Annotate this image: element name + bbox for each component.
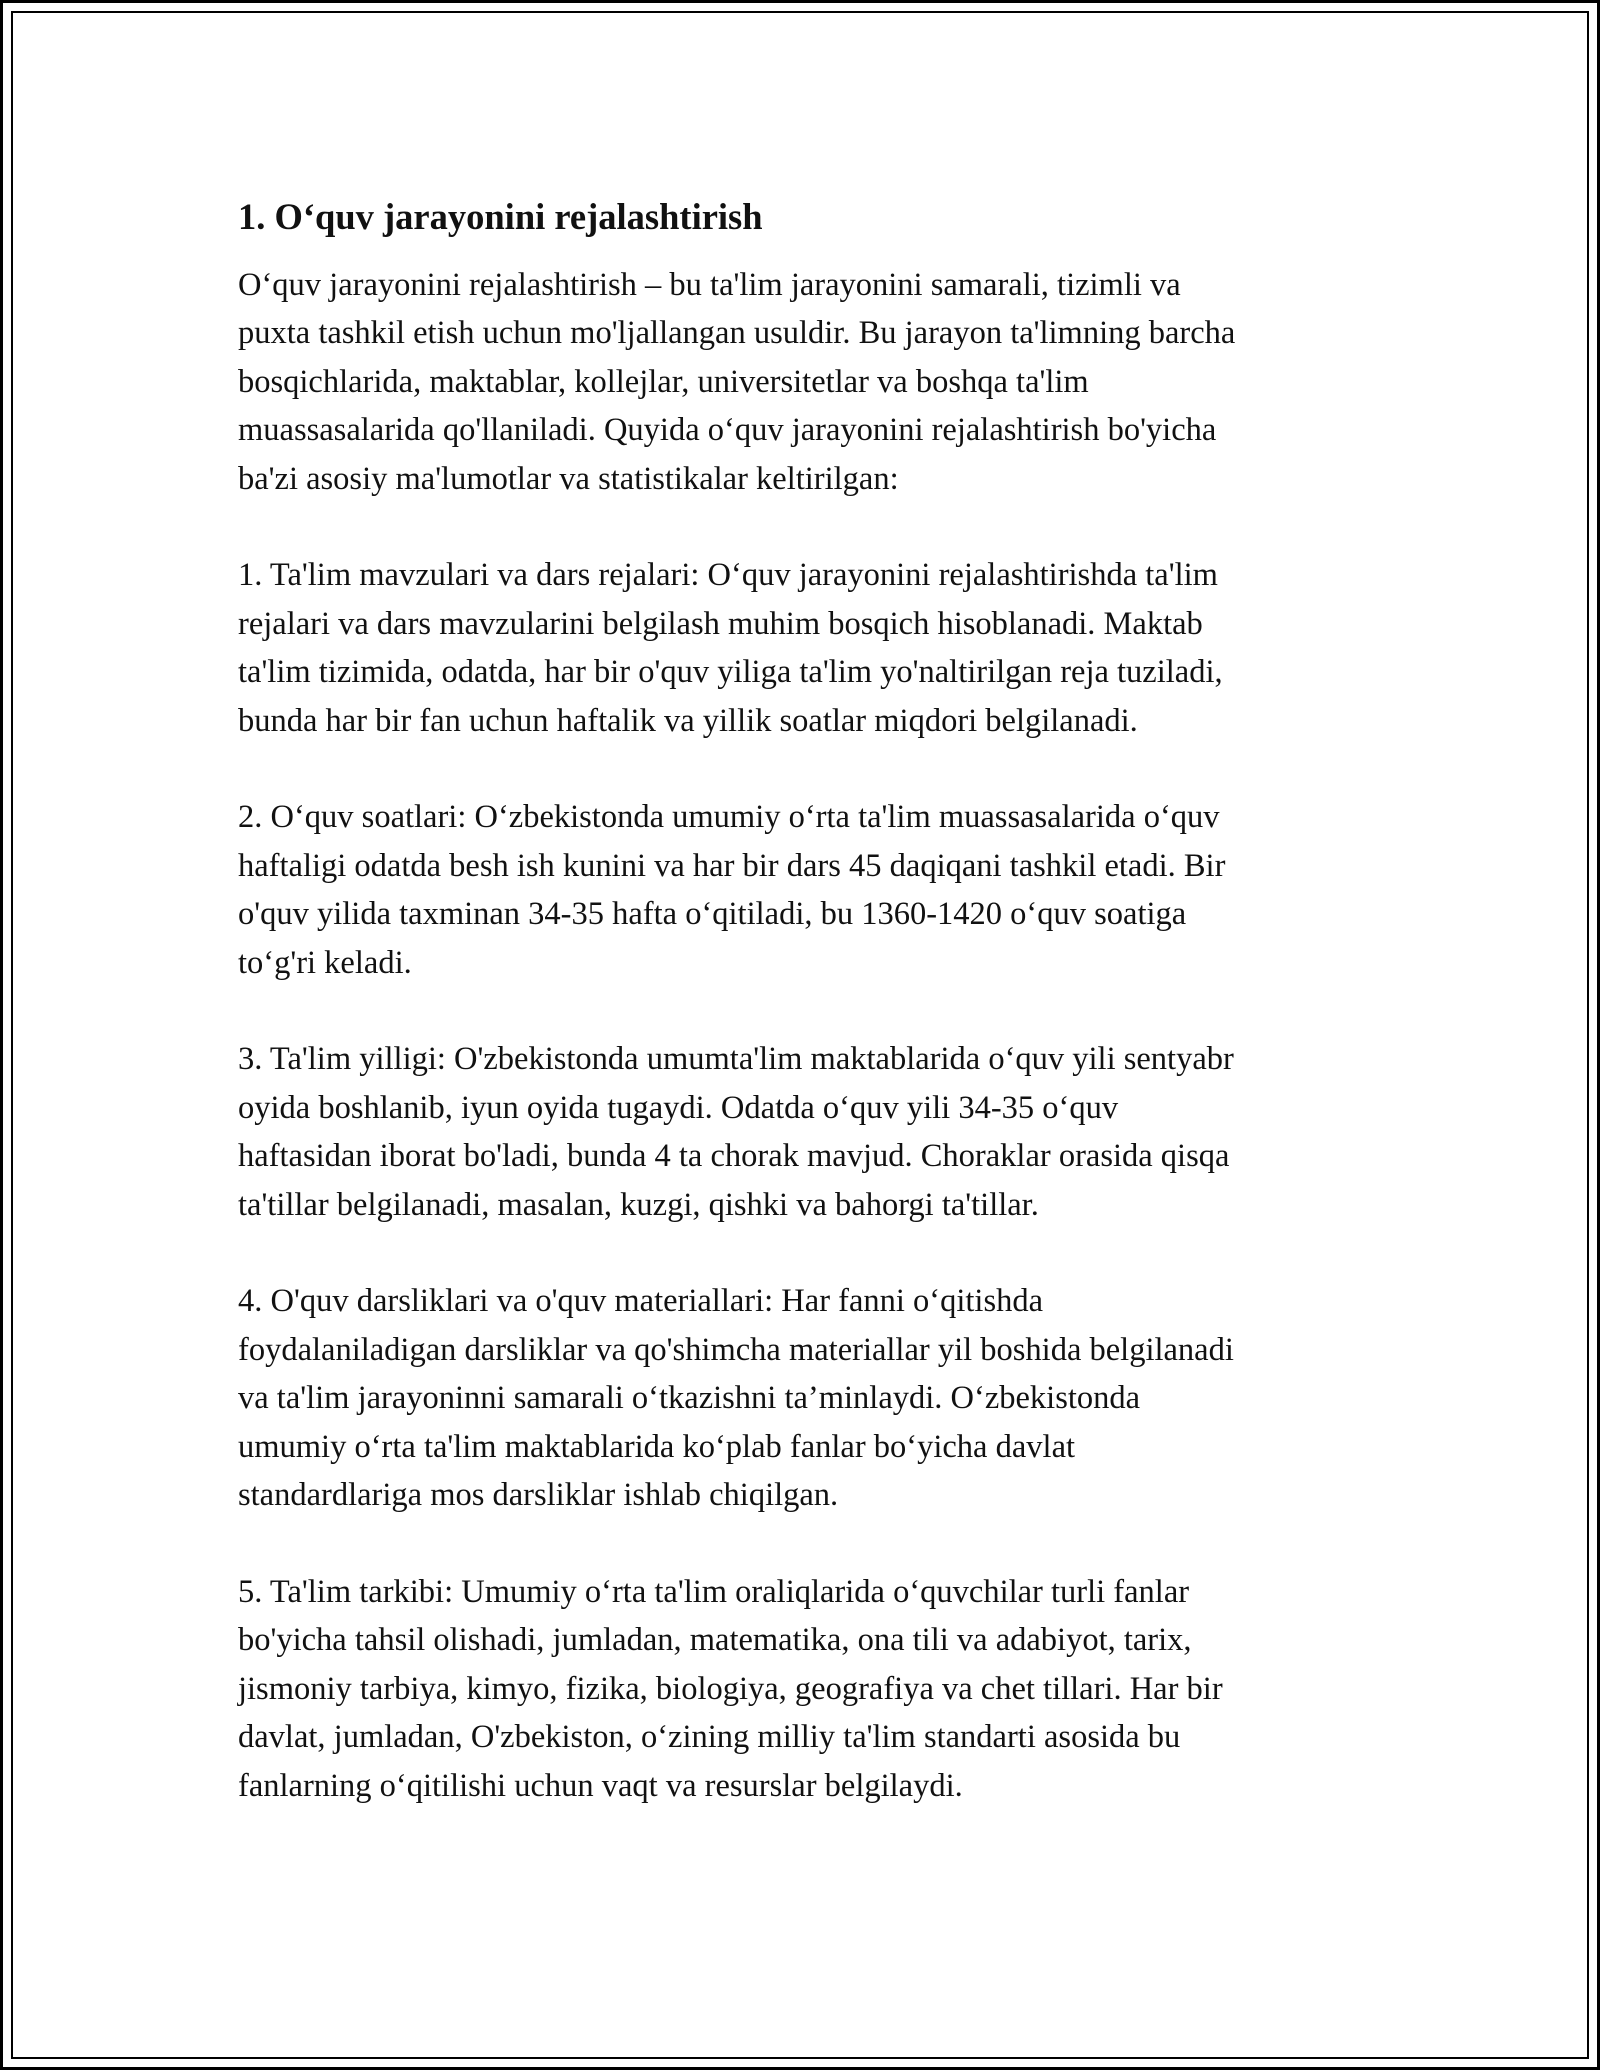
text-line: 5. Ta'lim tarkibi: Umumiy o‘rta ta'lim oraliqlarida o‘quvchilar turli fanlar (238, 1573, 1190, 1610)
text-line: ta'tillar belgilanadi, masalan, kuzgi, qishki va bahorgi ta'tillar. (238, 1186, 1039, 1223)
text-line: haftaligi odatda besh ish kunini va har bir dars 45 daqiqani tashkil etadi. Bir (238, 847, 1226, 884)
text-line: fanlarning o‘qitilishi uchun vaqt va resurslar belgilaydi. (238, 1767, 963, 1804)
text-line: foydalaniladigan darsliklar va qo'shimcha materiallar yil boshida belgilanadi (238, 1331, 1234, 1368)
text-line: ta'lim tizimida, odatda, har bir o'quv yiliga ta'lim yo'naltirilgan reja tuziladi, (238, 654, 1223, 691)
text-line: rejalari va dars mavzularini belgilash muhim bosqich hisoblanadi. Maktab (238, 605, 1203, 642)
text-line: 1. Ta'lim mavzulari va dars rejalari: O‘quv jarayonini rejalashtirishda ta'lim (238, 557, 1218, 594)
text-line: muassasalarida qo'llaniladi. Quyida o‘quv jarayonini rejalashtirish bo'yicha (238, 412, 1217, 449)
text-line: davlat, jumladan, O'zbekiston, o‘zining milliy ta'lim standarti asosida bu (238, 1719, 1181, 1756)
section-paragraph-5 (238, 1568, 1378, 1810)
document-title: 1. O‘quv jarayonini rejalashtirish (238, 196, 763, 237)
text-line: ba'zi asosiy ma'lumotlar va statistikalar keltirilgan: (238, 460, 899, 497)
section-paragraph-3 (238, 1035, 1378, 1229)
text-line: puxta tashkil etish uchun mo'ljallangan usuldir. Bu jarayon ta'limning barcha (238, 315, 1236, 352)
text-line: haftasidan iborat bo'ladi, bunda 4 ta chorak mavjud. Choraklar orasida qisqa (238, 1138, 1230, 1175)
section-paragraph-1 (238, 551, 1378, 745)
text-line: umumiy o‘rta ta'lim maktablarida ko‘plab fanlar bo‘yicha davlat (238, 1428, 1076, 1465)
text-line: oyida boshlanib, iyun oyida tugaydi. Odatda o‘quv yili 34-35 o‘quv (238, 1089, 1119, 1126)
text-line: 4. O'quv darsliklari va o'quv materiallari: Har fanni o‘qitishda (238, 1283, 1044, 1320)
text-line: O‘quv jarayonini rejalashtirish – bu ta'lim jarayonini samarali, tizimli va (238, 267, 1181, 303)
text-line: jismoniy tarbiya, kimyo, fizika, biologiya, geografiya va chet tillari. Har bir (238, 1670, 1223, 1707)
text-line: bo'yicha tahsil olishadi, jumladan, matematika, ona tili va adabiyot, tarix, (238, 1622, 1192, 1659)
text-line: bunda har bir fan uchun haftalik va yillik soatlar miqdori belgilanadi. (238, 702, 1138, 739)
text-line: standardlariga mos darsliklar ishlab chiqilgan. (238, 1477, 839, 1514)
text-line: va ta'lim jarayoninni samarali o‘tkazishni ta’minlaydi. O‘zbekistonda (238, 1380, 1141, 1417)
text-line: 3. Ta'lim yilligi: O'zbekistonda umumta'lim maktablarida o‘quv yili sentyabr (238, 1041, 1234, 1078)
document-body (238, 193, 1378, 1858)
section-paragraph-4 (238, 1277, 1378, 1519)
intro-paragraph (238, 261, 1378, 503)
text-line: to‘g'ri keladi. (238, 944, 412, 981)
section-paragraph-2 (238, 793, 1378, 987)
text-line: o'quv yilida taxminan 34-35 hafta o‘qitiladi, bu 1360-1420 o‘quv soatiga (238, 896, 1187, 933)
text-line: bosqichlarida, maktablar, kollejlar, universitetlar va boshqa ta'lim (238, 363, 1089, 400)
text-line: 2. O‘quv soatlari: O‘zbekistonda umumiy o‘rta ta'lim muassasalarida o‘quv (238, 799, 1220, 836)
